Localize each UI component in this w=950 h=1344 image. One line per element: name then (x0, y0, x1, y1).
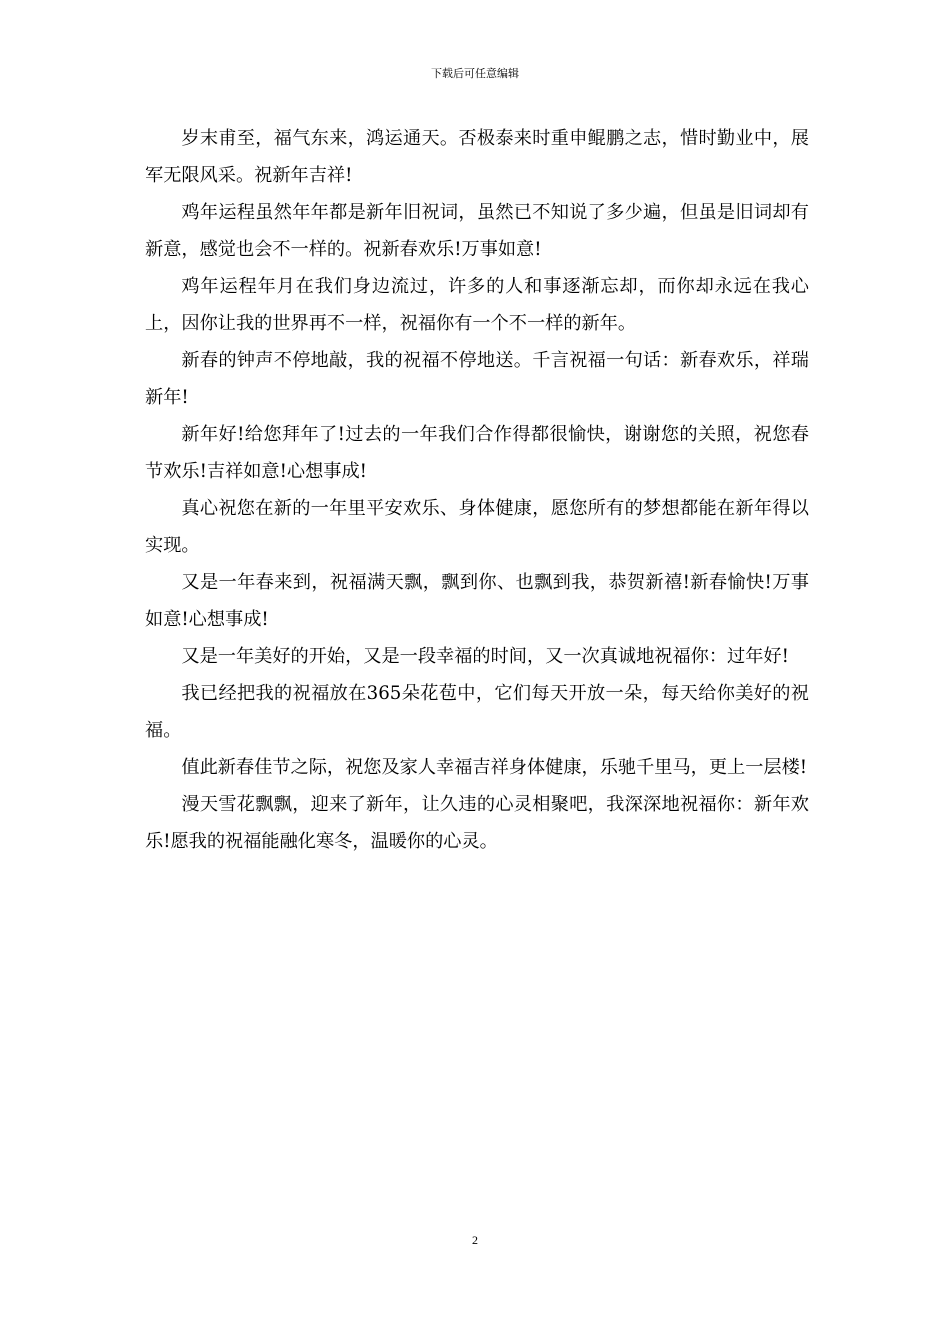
document-body (145, 120, 809, 860)
paragraph: 岁末甫至，福气东来，鸿运通天。否极泰来时重申鲲鹏之志，惜时勤业中，展军无限风采。祝新年吉祥! (145, 128, 809, 186)
paragraph: 鸡年运程年月在我们身边流过，许多的人和事逐渐忘却，而你却永远在我心上，因你让我的世界再不一样，祝福你有一个不一样的新年。 (145, 276, 809, 334)
paragraph: 又是一年美好的开始，又是一段幸福的时间，又一次真诚地祝福你：过年好! (181, 646, 789, 667)
paragraph: 新年好!给您拜年了!过去的一年我们合作得都很愉快，谢谢您的关照，祝您春节欢乐!吉祥如意!心想事成! (145, 424, 809, 482)
page-header: 下载后可任意编辑 (431, 67, 519, 80)
paragraph: 漫天雪花飘飘，迎来了新年，让久违的心灵相聚吧，我深深地祝福你：新年欢乐!愿我的祝福能融化寒冬，温暖你的心灵。 (145, 794, 809, 852)
paragraph: 我已经把我的祝福放在365朵花苞中，它们每天开放一朵，每天给你美好的祝福。 (145, 683, 809, 741)
paragraph: 鸡年运程虽然年年都是新年旧祝词，虽然已不知说了多少遍，但虽是旧词却有新意，感觉也会不一样的。祝新春欢乐!万事如意! (145, 202, 809, 260)
paragraph: 值此新春佳节之际，祝您及家人幸福吉祥身体健康，乐驰千里马，更上一层楼! (181, 757, 808, 778)
paragraph: 真心祝您在新的一年里平安欢乐、身体健康，愿您所有的梦想都能在新年得以实现。 (145, 498, 809, 556)
page-number: 2 (472, 1233, 478, 1247)
paragraph: 新春的钟声不停地敲，我的祝福不停地送。千言祝福一句话：新春欢乐，祥瑞新年! (145, 350, 809, 408)
paragraph: 又是一年春来到，祝福满天飘，飘到你、也飘到我，恭贺新禧!新春愉快!万事如意!心想事成! (145, 572, 809, 630)
